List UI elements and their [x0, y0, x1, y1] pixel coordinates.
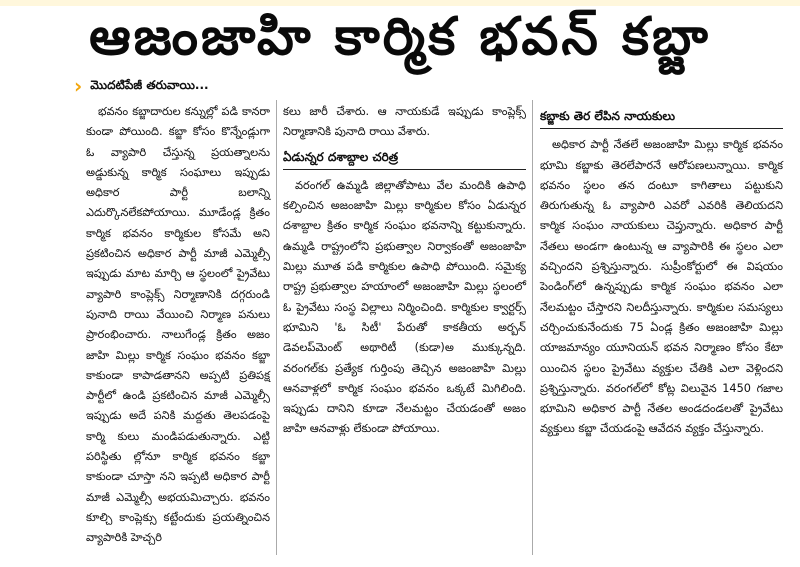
kicker — [74, 76, 209, 96]
column-divider — [276, 100, 277, 555]
column-3 — [540, 102, 783, 440]
column-2 — [283, 102, 526, 440]
paragraph: అధికార పార్టీ నేతలే అజంజాహి మిల్లు కార్మిక భవనం భూమి కబ్జాకు తెరలేపారనే ఆరోపణలున్నాయి. కార్మిక భవనం స్థలం తన దంటూ కాగితాలు పట్టుకుని తిరుగుతున్న ఓ వ్యాపారి ఎవరో ఎవరికి తెలియదని కార్మిక సంఘం నాయకులు చెప్తున్నారు. అధికార పార్టీ నేతలు అండగా ఉంటున్న ఆ వ్యాపారికి ఈ స్థలం ఎలా వచ్చిందని ప్రశ్నిస్తున్నారు. సుప్రీంకోర్టులో ఈ విషయం పెండింగ్‌లో ఉన్నప్పుడు కార్మిక సంఘం భవనం ఎలా నేలమట్టం చేస్తారని నిలదీస్తున్నారు. కార్మికుల సమస్యలు చర్చించుకునేందుకు 75 ఏండ్ల క్రితం అజంజాహి మిల్లు యాజమాన్యం యూనియన్ భవన నిర్మాణం కోసం కేటా యించిన స్థలం ప్రైవేటు వ్యక్తుల చేతికి ఎలా వెళ్లిందని ప్రశ్నిస్తున్నారు. వరంగల్‌లో కోట్ల విలువైన 1450 గజాల భూమిని అధికార పార్టీ నేతల అండదండలతో ప్రైవేటు వ్యక్తులు కబ్జా చేయడంపై ఆవేదన వ్యక్తం చేస్తున్నారు. — [540, 138, 783, 436]
paragraph-lead: కలు జారీ చేశారు. ఆ నాయకుడే ఇప్పుడు కాంప్లెక్స్ నిర్మాణానికి పునాది రాయి వేశారు. — [283, 105, 526, 139]
paragraph: భవనం కబ్జాదారుల కన్నుల్లో పడి కానరా కుండా పోయింది. కబ్జా కోసం కొన్నేండ్లుగా ఓ వ్యాపారి చేస్తున్న ప్రయత్నాలను అడ్డుకున్న కార్మిక సంఘాలు ఇప్పుడు అధికార పార్టీ బలాన్ని ఎదుర్కొనలేకపోయాయి. మూడేండ్ల క్రితం కార్మిక భవనం కార్మికుల కోసమే అని ప్రకటించిన అధికార పార్టీ మాజీ ఎమ్మెల్సీ ఇప్పుడు మాట మార్చి ఆ స్థలంలో ప్రైవేటు వ్యాపారి కాంప్లెక్స్ నిర్మాణానికి దగ్గరుండి పునాది రాయి వేయించి నిర్మాణ పనులు ప్రారంభించారు. నాలుగేండ్ల క్రితం అజం జాహి మిల్లు కార్మిక సంఘం భవనం కబ్జా కాకుండా కాపాడతానని అప్పటి ప్రతిపక్ష పార్టీలో ఉండి ప్రకటించిన మాజీ ఎమ్మెల్సీ ఇప్పుడు అదే పనికి మద్దతు తెలపడంపై కార్మి కులు మండిపడుతున్నారు. ఎట్టి పరిస్థితు ల్లోనూ కార్మిక భవనం కబ్జా కాకుండా చూస్తా నని ఇప్పటి అధికార పార్టీ మాజీ ఎమ్మెల్సీ అభయమిచ్చారు. భవనం కూల్చి కాంప్లెక్సు కట్టేందుకు ప్రయత్నించిన వ్యాపారికి హెచ్చరి — [86, 105, 270, 545]
section-subhead: ఏడున్నర దశాబ్దాల చరిత్ర — [283, 147, 526, 170]
top-band — [0, 0, 800, 6]
kicker-text: మొదటిపేజీ తరువాయి... — [90, 77, 209, 92]
column-divider — [532, 100, 533, 555]
paragraph: వరంగల్ ఉమ్మడి జిల్లాతోపాటు వేల మందికి ఉపాధి కల్పించిన అజంజాహి మిల్లు కార్మికుల కోసం ఏడున్నర దశాబ్దాల క్రితం కార్మిక సంఘం భవనాన్ని కట్టుకున్నారు. ఉమ్మడి రాష్ట్రంలోని ప్రభుత్వాల నిర్వాకంతో అజంజాహి మిల్లు మూత పడి కార్మికుల ఉపాధి పోయింది. సమైక్య రాష్ట్ర ప్రభుత్వాల హయాంలో అజంజాహి మిల్లు స్థలంలో ఓ ప్రైవేటు సంస్థ విల్లాలు నిర్మించింది. కార్మికుల క్వార్టర్స్ భూమిని 'ఓ సిటీ' పేరుతో కాకతీయ అర్బన్ డెవలప్‌మెంట్ అథారిటీ (కుడా)అ ముక్కున్నది. వరంగల్‌కు ప్రత్యేక గుర్తింపు తెచ్చిన అజంజాహి మిల్లు ఆనవాళ్లలో కార్మిక సంఘం భవనం ఒక్కటే మిగిలింది. ఇప్పుడు దానిని కూడా నేలమట్టం చేయడంతో అజం జాహి ఆనవాళ్లు లేకుండా పోయాయి. — [283, 178, 526, 436]
column-1 — [86, 102, 270, 549]
headline: ఆజంజాహి కార్మిక భవన్ కబ్జా — [89, 6, 711, 67]
chevron-right-icon: › — [74, 74, 83, 98]
section-subhead: కబ్జాకు తెర లేపిన నాయకులు — [540, 106, 783, 129]
